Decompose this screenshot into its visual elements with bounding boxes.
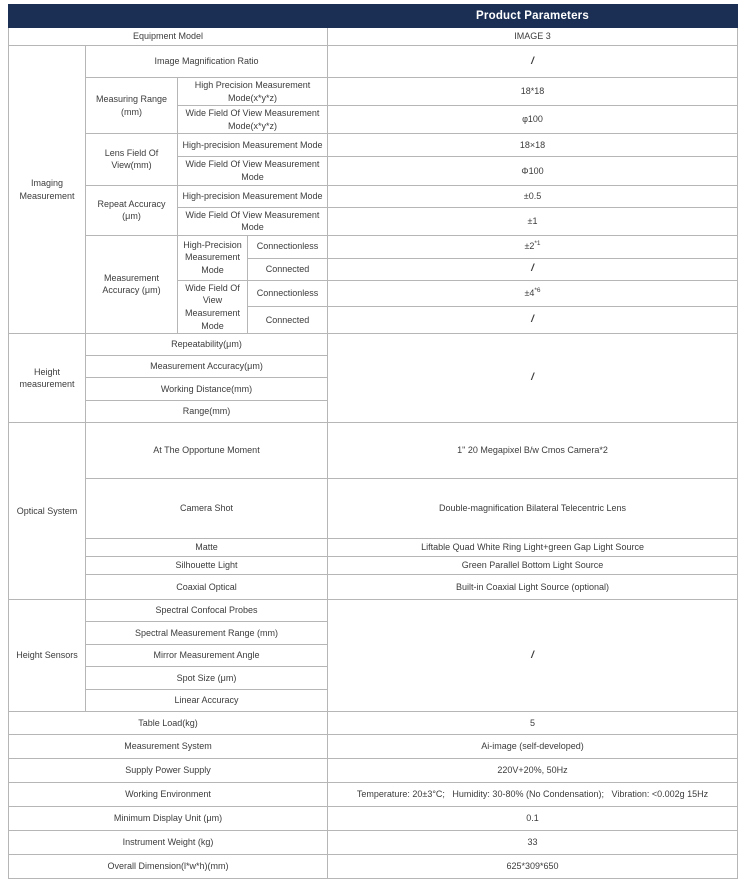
height-measurement-item: Range(mm) — [86, 401, 328, 423]
general-row-value: 220V+20%, 50Hz — [328, 759, 738, 783]
value-text: ±4 — [524, 288, 535, 298]
table-row — [9, 600, 738, 622]
general-row-value: 625*309*650 — [328, 855, 738, 879]
measuring-range-wide-label: Wide Field Of View Measurement Mode(x*y*z) — [178, 106, 328, 134]
general-row-label: Overall Dimension(l*w*h)(mm) — [9, 855, 328, 879]
general-row-label: Table Load(kg) — [9, 712, 328, 735]
value-superscript: *6 — [534, 287, 541, 294]
table-row — [9, 539, 738, 557]
general-row-value: 33 — [328, 831, 738, 855]
measuring-range-wide-value: φ100 — [328, 106, 738, 134]
general-row-value: Ai-image (self-developed) — [328, 735, 738, 759]
lens-fov-high-value: 18×18 — [328, 134, 738, 157]
table-row — [9, 855, 738, 879]
table-row — [9, 479, 738, 539]
optical-system-item-value: Double-magnification Bilateral Telecentric Lens — [328, 479, 738, 539]
optical-system-item-label: Camera Shot — [86, 479, 328, 539]
group-imaging-measurement: Imaging Measurement — [9, 46, 86, 334]
spec-table — [8, 4, 738, 879]
general-row-value: Temperature: 20±3°C; Humidity: 30-80% (No Condensation); Vibration: <0.002g 15Hz — [328, 783, 738, 807]
height-measurement-item: Measurement Accuracy(μm) — [86, 356, 328, 378]
table-row — [9, 735, 738, 759]
header-row — [9, 5, 738, 28]
general-row-label: Working Environment — [9, 783, 328, 807]
height-measurement-item: Repeatability(μm) — [86, 334, 328, 356]
value-text: ±2 — [524, 241, 535, 252]
measurement-accuracy-wide-label: Wide Field Of View Measurement Mode — [178, 280, 248, 333]
height-measurement-item: Working Distance(mm) — [86, 378, 328, 401]
general-row-label: Measurement System — [9, 735, 328, 759]
connectionless-label: Connectionless — [248, 235, 328, 258]
lens-fov-high-label: High-precision Measurement Mode — [178, 134, 328, 157]
measurement-accuracy-high-connected-value: / — [328, 258, 738, 280]
height-sensors-item: Linear Accuracy — [86, 690, 328, 712]
table-row — [9, 557, 738, 575]
table-row — [9, 46, 738, 78]
height-sensors-value: / — [328, 600, 738, 712]
table-row — [9, 783, 738, 807]
connectionless-label: Connectionless — [248, 280, 328, 306]
table-row — [9, 334, 738, 356]
table-row — [9, 807, 738, 831]
measurement-accuracy-high-label: High-Precision Measurement Mode — [178, 235, 248, 280]
measurement-accuracy-wide-connected-value: / — [328, 306, 738, 333]
general-row-value: 0.1 — [328, 807, 738, 831]
general-row-value: 5 — [328, 712, 738, 735]
repeat-accuracy-high-value: ±0.5 — [328, 185, 738, 207]
general-row-label: Supply Power Supply — [9, 759, 328, 783]
repeat-accuracy-high-label: High-precision Measurement Mode — [178, 185, 328, 207]
table-row — [9, 235, 738, 258]
height-sensors-item: Spot Size (μm) — [86, 667, 328, 690]
table-row — [9, 28, 738, 46]
measuring-range-label: Measuring Range (mm) — [86, 78, 178, 134]
optical-system-item-value: Built-in Coaxial Light Source (optional) — [328, 575, 738, 600]
table-row — [9, 423, 738, 479]
value-superscript: *1 — [534, 240, 541, 248]
equipment-model-value: IMAGE 3 — [328, 28, 738, 46]
measuring-range-high-label: High Precision Measurement Mode(x*y*z) — [178, 78, 328, 106]
optical-system-item-value: Green Parallel Bottom Light Source — [328, 557, 738, 575]
group-height-sensors: Height Sensors — [9, 600, 86, 712]
lens-fov-wide-value: Φ100 — [328, 157, 738, 185]
magnification-value: / — [328, 46, 738, 78]
connected-label: Connected — [248, 306, 328, 333]
repeat-accuracy-label: Repeat Accuracy (μm) — [86, 185, 178, 235]
general-row-label: Minimum Display Unit (μm) — [9, 807, 328, 831]
measurement-accuracy-wide-connectionless-value — [328, 280, 738, 306]
product-parameters-table — [8, 4, 737, 879]
equipment-model-label: Equipment Model — [9, 28, 328, 46]
optical-system-item-label: Matte — [86, 539, 328, 557]
height-sensors-item: Spectral Measurement Range (mm) — [86, 622, 328, 645]
general-row-label: Instrument Weight (kg) — [9, 831, 328, 855]
magnification-label: Image Magnification Ratio — [86, 46, 328, 78]
table-row — [9, 712, 738, 735]
table-row — [9, 759, 738, 783]
lens-fov-label: Lens Field Of View(mm) — [86, 134, 178, 185]
group-optical-system: Optical System — [9, 423, 86, 600]
optical-system-item-label: At The Opportune Moment — [86, 423, 328, 479]
table-row — [9, 134, 738, 157]
table-row — [9, 831, 738, 855]
optical-system-item-label: Coaxial Optical — [86, 575, 328, 600]
height-measurement-value: / — [328, 334, 738, 423]
measurement-accuracy-high-connectionless-value — [328, 235, 738, 258]
table-row — [9, 78, 738, 106]
table-row — [9, 185, 738, 207]
height-sensors-item: Spectral Confocal Probes — [86, 600, 328, 622]
optical-system-item-value: Liftable Quad White Ring Light+green Gap Light Source — [328, 539, 738, 557]
optical-system-item-label: Silhouette Light — [86, 557, 328, 575]
measurement-accuracy-label: Measurement Accuracy (μm) — [86, 235, 178, 333]
table-row — [9, 575, 738, 600]
optical-system-item-value: 1" 20 Megapixel B/w Cmos Camera*2 — [328, 423, 738, 479]
measuring-range-high-value: 18*18 — [328, 78, 738, 106]
connected-label: Connected — [248, 258, 328, 280]
table-title: Product Parameters — [9, 5, 738, 28]
height-sensors-item: Mirror Measurement Angle — [86, 645, 328, 667]
group-height-measurement: Height measurement — [9, 334, 86, 423]
repeat-accuracy-wide-label: Wide Field Of View Measurement Mode — [178, 207, 328, 235]
lens-fov-wide-label: Wide Field Of View Measurement Mode — [178, 157, 328, 185]
repeat-accuracy-wide-value: ±1 — [328, 207, 738, 235]
